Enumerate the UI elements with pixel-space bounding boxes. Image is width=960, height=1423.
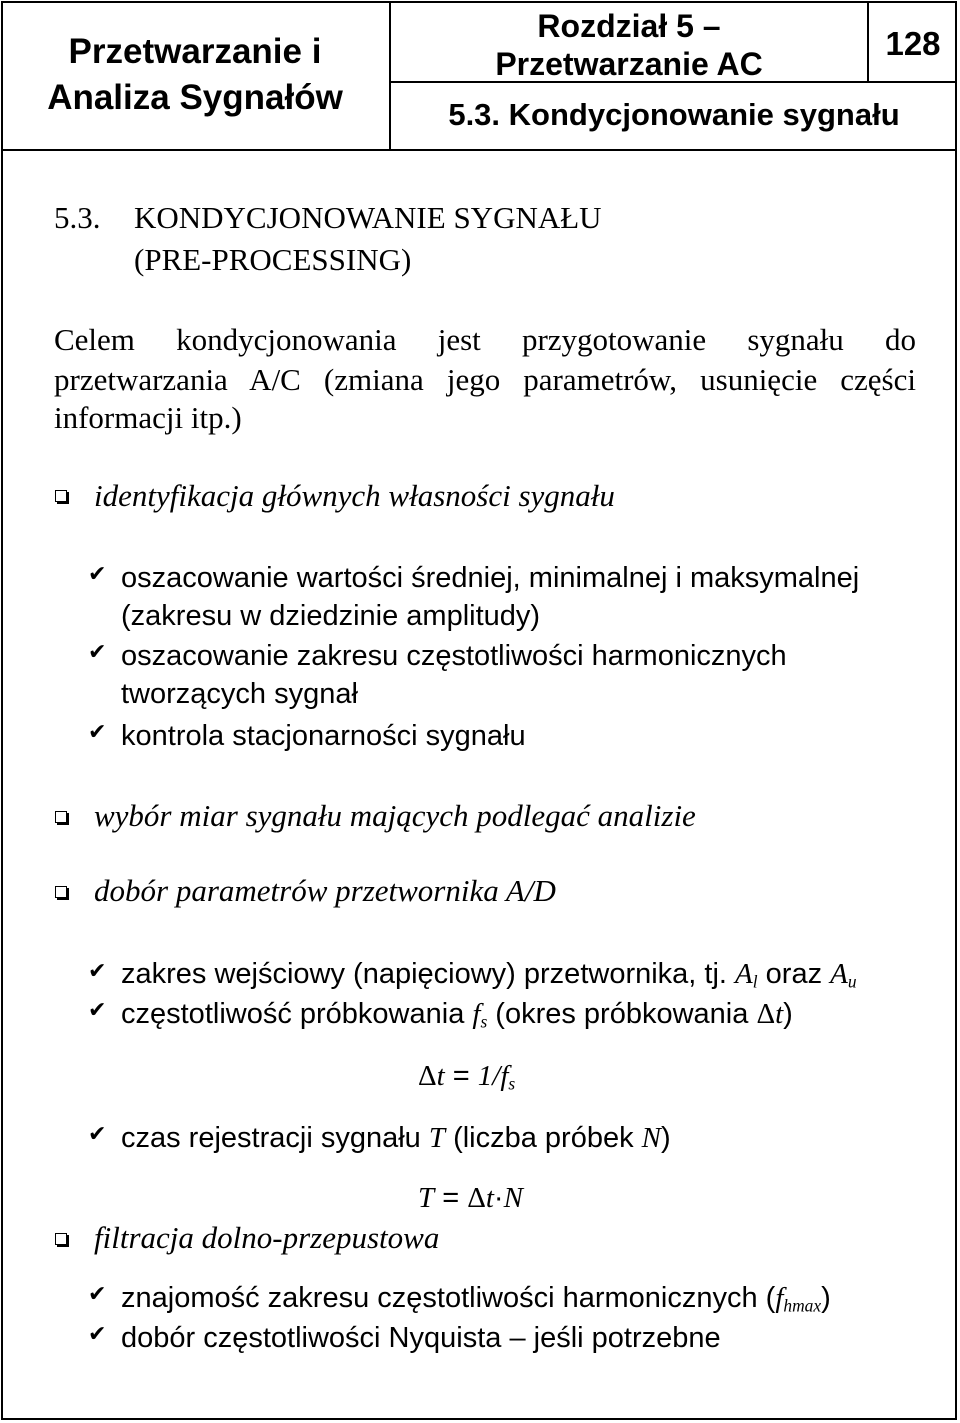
check-item: dobór częstotliwości Nyquista – jeśli potrzebne xyxy=(121,1322,721,1354)
square-bullet-icon xyxy=(55,811,67,823)
square-bullet-icon xyxy=(55,490,67,502)
page-header xyxy=(1,1,957,151)
bullet-heading: filtracja dolno-przepustowa xyxy=(94,1220,440,1255)
checkmark-icon: ✔ xyxy=(88,562,107,587)
checkmark-icon: ✔ xyxy=(88,1122,107,1147)
check-item: częstotliwość próbkowania $f_s$ (okres próbkowania Δt) xyxy=(121,998,793,1032)
heading-number: 5.3. xyxy=(54,200,101,235)
check-item: zakres wejściowy (napięciowy) przetwornika, tj. $A_l$ oraz $A_u$ xyxy=(121,958,857,992)
intro-line: informacji itp.) xyxy=(54,400,242,435)
square-bullet-icon xyxy=(55,1233,67,1245)
intro-line: Celem kondycjonowania jest przygotowanie sygnału do xyxy=(54,322,916,357)
checkmark-icon: ✔ xyxy=(88,998,107,1023)
check-item-continuation: (zakresu w dziedzinie amplitudy) xyxy=(121,600,541,632)
square-bullet-icon xyxy=(55,886,67,898)
section-title: 5.3. Kondycjonowanie sygnału xyxy=(448,97,900,132)
course-title: Przetwarzanie i Analiza Sygnałów xyxy=(47,32,343,117)
bullet-heading: identyfikacja głównych własności sygnału xyxy=(94,478,615,513)
checkmark-icon: ✔ xyxy=(88,640,107,665)
heading-line2: (PRE-PROCESSING) xyxy=(134,242,412,277)
check-item: oszacowanie zakresu częstotliwości harmonicznych xyxy=(121,640,787,672)
checkmark-icon: ✔ xyxy=(88,1322,107,1347)
check-item: oszacowanie wartości średniej, minimalnej i maksymalnej xyxy=(121,562,860,594)
check-item: znajomość zakresu częstotliwości harmonicznych $(f_{hmax})$ xyxy=(121,1282,831,1316)
check-item: kontrola stacjonarności sygnału xyxy=(121,720,526,752)
formula-record-time: T = Δt·N xyxy=(418,1182,523,1214)
formula-sampling-period: $\Delta t = 1/f_s$ xyxy=(418,1060,516,1094)
checkmark-icon: ✔ xyxy=(88,1282,107,1307)
bullet-heading: dobór parametrów przetwornika A/D xyxy=(94,873,556,908)
chapter-title: Rozdział 5 – Przetwarzanie AC xyxy=(495,8,763,82)
bullet-heading: wybór miar sygnału mających podlegać analizie xyxy=(94,798,696,833)
heading-line1: KONDYCJONOWANIE SYGNAŁU xyxy=(134,200,602,235)
check-item: czas rejestracji sygnału T (liczba próbek N) xyxy=(121,1122,671,1154)
check-item-continuation: tworzących sygnał xyxy=(121,678,358,710)
checkmark-icon: ✔ xyxy=(88,959,107,984)
page-number: 128 xyxy=(885,25,941,62)
checkmark-icon: ✔ xyxy=(88,720,107,745)
intro-line: przetwarzania A/C (zmiana jego parametrów, usunięcie części xyxy=(54,362,916,397)
